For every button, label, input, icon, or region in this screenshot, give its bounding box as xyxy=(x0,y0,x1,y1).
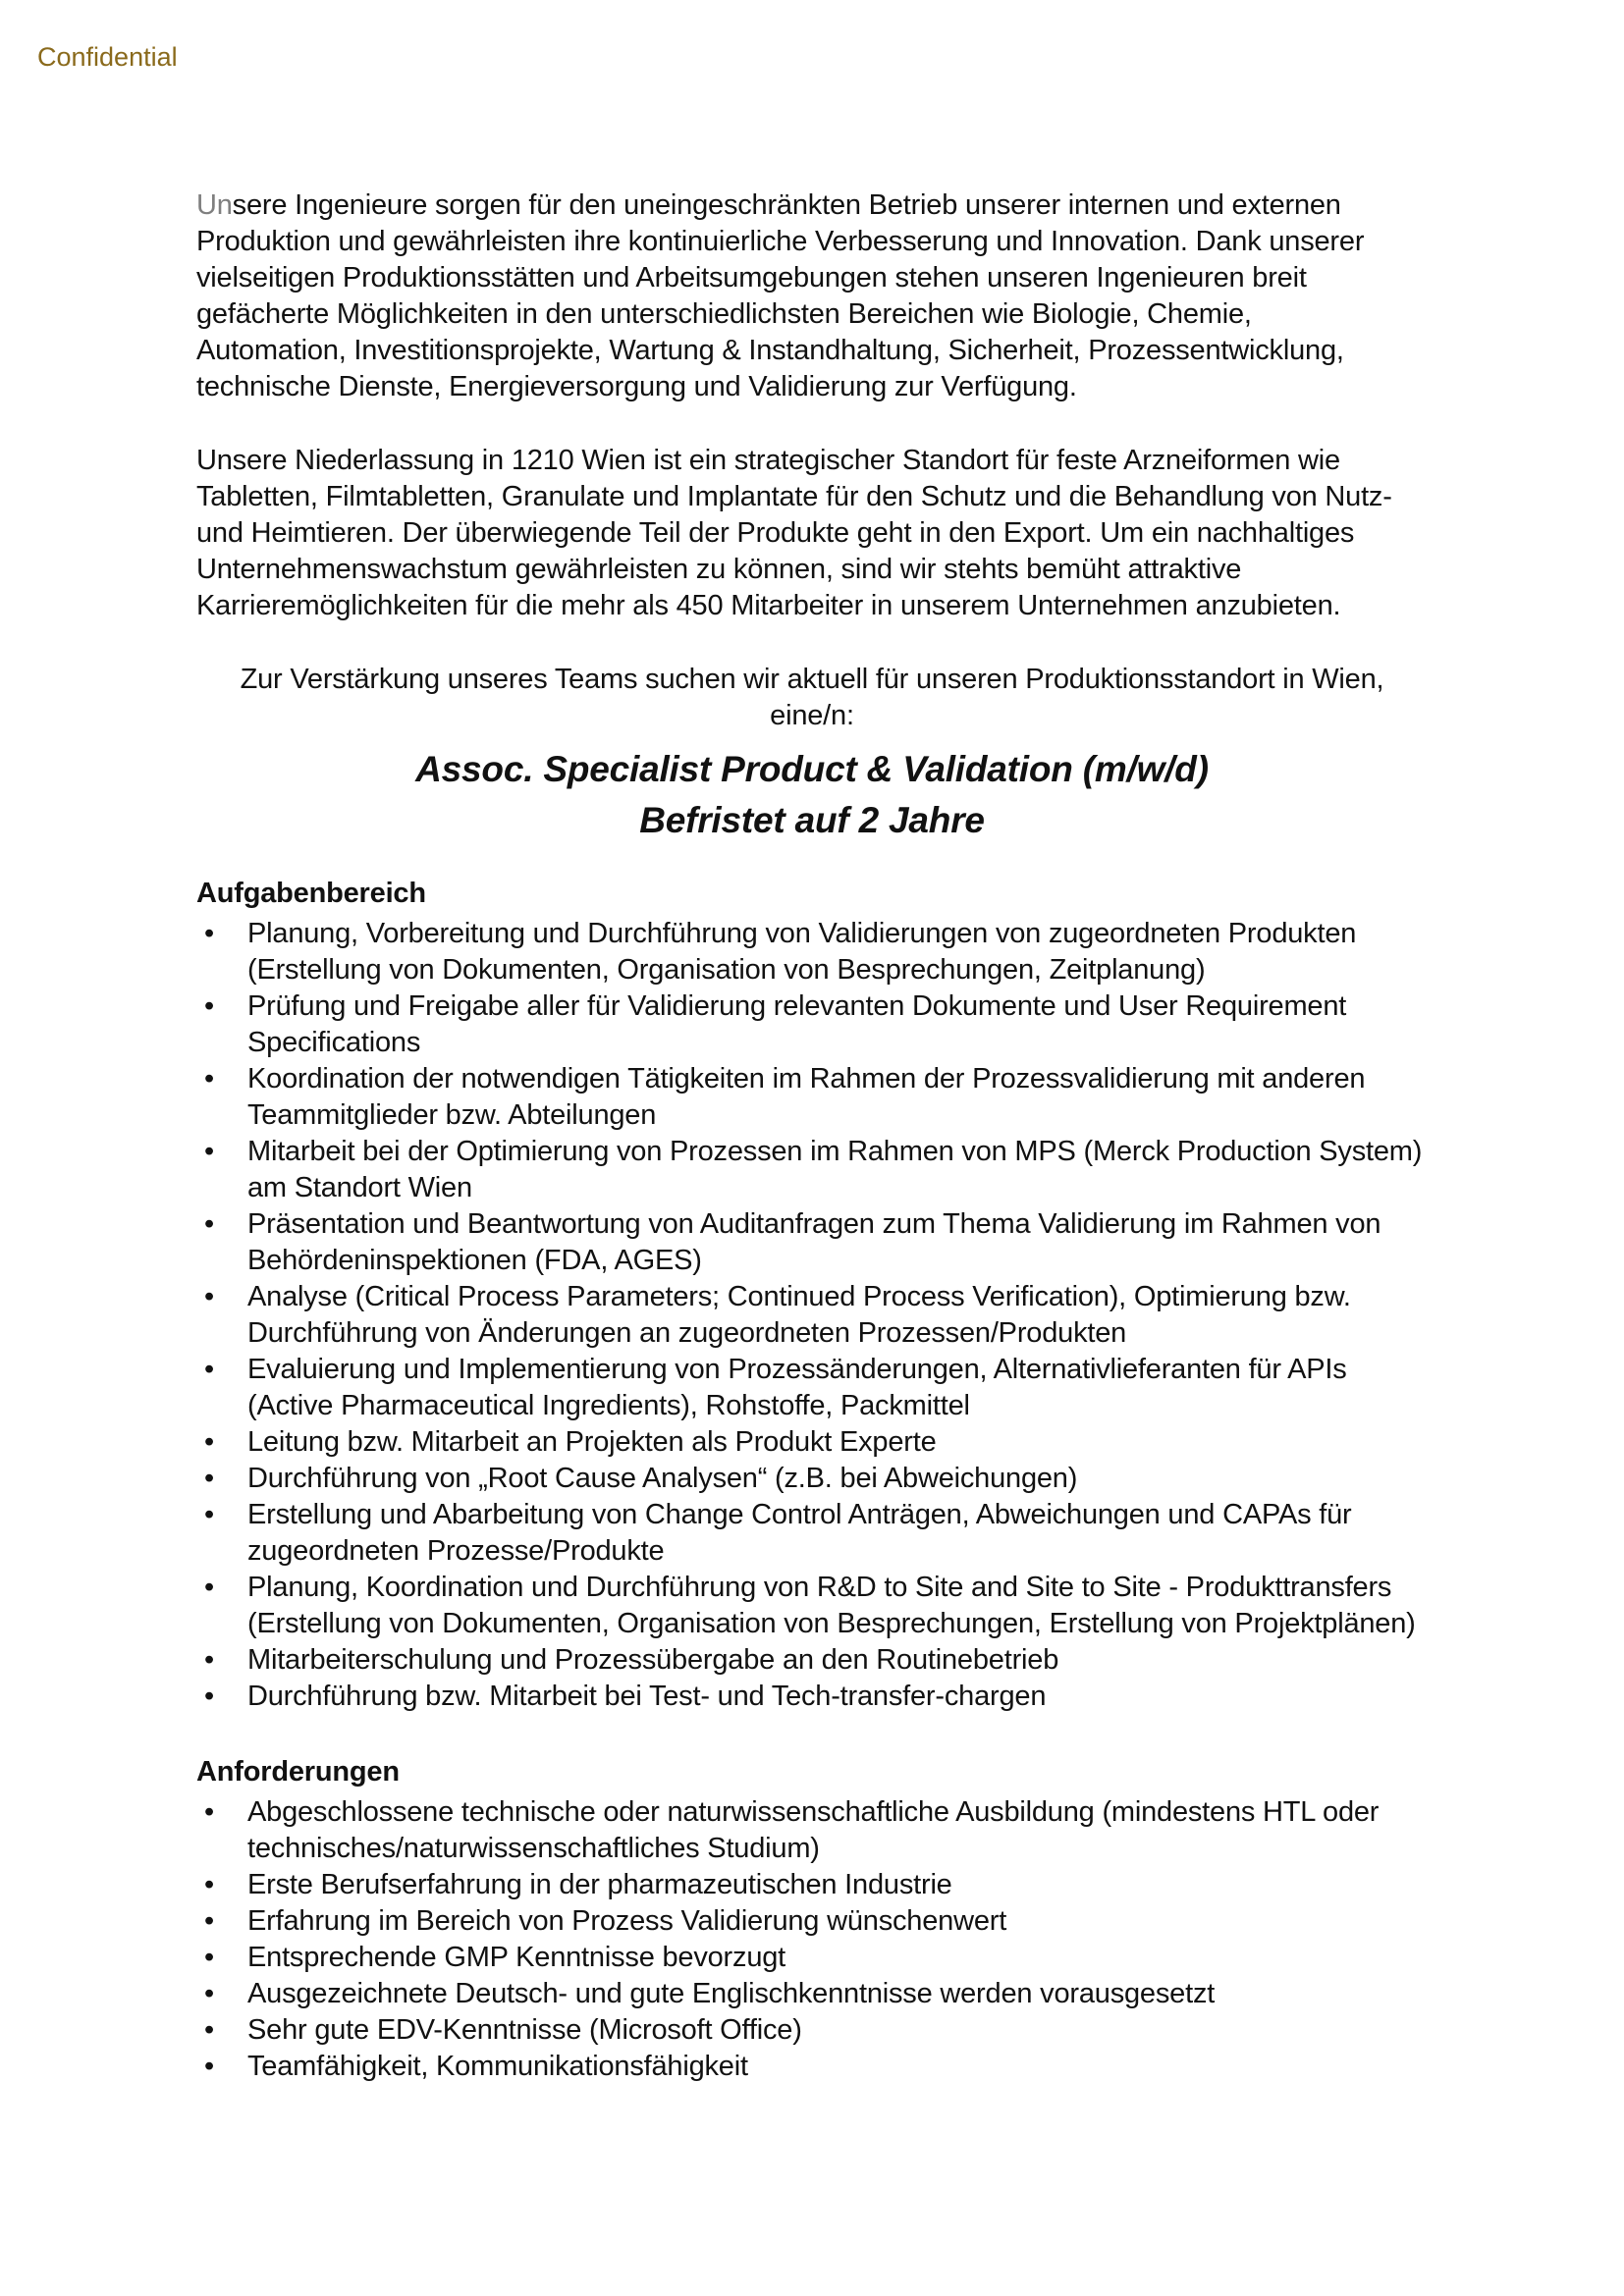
paragraph-line: Unsere Niederlassung in 1210 Wien ist ein strategischer Standort für feste Arzneiformen wie xyxy=(196,445,1340,476)
bullet-icon: • xyxy=(204,918,214,949)
paragraph-line: Karrieremöglichkeiten für die mehr als 450 Mitarbeiter in unserem Unternehmen anzubieten. xyxy=(196,590,1341,621)
paragraph-line: Tabletten, Filmtabletten, Granulate und Implantate für den Schutz und die Behandlung von Nutz- xyxy=(196,481,1392,512)
bullet-icon: • xyxy=(204,2051,214,2082)
bullet-icon: • xyxy=(204,1978,214,2009)
paragraph-line: vielseitigen Produktionsstätten und Arbeitsumgebungen stehen unseren Ingenieuren breit xyxy=(196,262,1307,294)
paragraph-line: Unternehmenswachstum gewährleisten zu können, sind wir stehts bemüht attraktive xyxy=(196,554,1242,585)
bullet-item xyxy=(196,1794,1428,1867)
bullet-line: Abgeschlossene technische oder naturwissenschaftliche Ausbildung (mindestens HTL oder xyxy=(247,1796,1380,1828)
bullet-item xyxy=(196,2049,1428,2085)
bullet-item xyxy=(196,1061,1428,1134)
bullet-item xyxy=(196,1134,1428,1206)
bullet-item xyxy=(196,1424,1428,1461)
bullet-item xyxy=(196,1497,1428,1570)
bullet-item xyxy=(196,1352,1428,1424)
bullet-line: Evaluierung und Implementierung von Prozessänderungen, Alternativlieferanten für APIs xyxy=(247,1354,1347,1385)
bullet-item xyxy=(196,1206,1428,1279)
bullet-line: (Erstellung von Dokumenten, Organisation von Besprechungen, Zeitplanung) xyxy=(247,954,1206,986)
bullet-line: Durchführung bzw. Mitarbeit bei Test- und Tech-transfer-chargen xyxy=(247,1681,1047,1712)
bullet-icon: • xyxy=(204,1281,214,1312)
paragraph-line: gefächerte Möglichkeiten in den unterschiedlichsten Bereichen wie Biologie, Chemie, xyxy=(196,298,1252,330)
bullet-item xyxy=(196,1679,1428,1715)
bullet-item xyxy=(196,1867,1428,1903)
bullet-item xyxy=(196,2012,1428,2049)
bullet-line: Durchführung von Änderungen an zugeordneten Prozessen/Produkten xyxy=(247,1317,1127,1349)
bullet-line: Sehr gute EDV-Kenntnisse (Microsoft Office) xyxy=(247,2014,802,2046)
bullet-icon: • xyxy=(204,1063,214,1095)
section-heading: Anforderungen xyxy=(196,1756,400,1788)
bullet-item xyxy=(196,1279,1428,1352)
bullet-line: Durchführung von „Root Cause Analysen“ (z.B. bei Abweichungen) xyxy=(247,1463,1078,1494)
bullet-item xyxy=(196,1642,1428,1679)
bullet-icon: • xyxy=(204,1499,214,1530)
bullet-icon: • xyxy=(204,1644,214,1676)
bullet-icon: • xyxy=(204,1426,214,1458)
bullet-icon: • xyxy=(204,1942,214,1973)
intro-paragraph-2 xyxy=(196,443,1428,624)
bullet-icon: • xyxy=(204,1869,214,1900)
bullet-item xyxy=(196,1903,1428,1940)
paragraph-line: Automation, Investitionsprojekte, Wartung & Instandhaltung, Sicherheit, Prozessentwicklung, xyxy=(196,335,1344,366)
bullet-item xyxy=(196,1570,1428,1642)
bullet-line: Erste Berufserfahrung in der pharmazeutischen Industrie xyxy=(247,1869,952,1900)
bullet-line: am Standort Wien xyxy=(247,1172,472,1203)
paragraph-line: Produktion und gewährleisten ihre kontinuierliche Verbesserung und Innovation. Dank unserer xyxy=(196,226,1365,257)
bullet-icon: • xyxy=(204,1681,214,1712)
intro-paragraph-1 xyxy=(196,187,1428,405)
bullet-line: (Active Pharmaceutical Ingredients), Rohstoffe, Packmittel xyxy=(247,1390,970,1421)
bullet-icon: • xyxy=(204,1354,214,1385)
bullet-icon: • xyxy=(204,1136,214,1167)
vacancy-subtitle: Befristet auf 2 Jahre xyxy=(639,800,985,840)
bullet-line: Planung, Koordination und Durchführung von R&D to Site and Site to Site - Produkttransfers xyxy=(247,1572,1392,1603)
gray-prefix: Un xyxy=(196,189,233,221)
document-content xyxy=(196,187,1428,2085)
bullet-line: Ausgezeichnete Deutsch- und gute Englischkenntnisse werden vorausgesetzt xyxy=(247,1978,1216,2009)
bullet-icon: • xyxy=(204,1572,214,1603)
bullet-line: Specifications xyxy=(247,1027,421,1058)
paragraph-line: Unsere Ingenieure sorgen für den uneingeschränkten Betrieb unserer internen und externen xyxy=(196,189,1341,221)
bullet-line: Mitarbeit bei der Optimierung von Prozessen im Rahmen von MPS (Merck Production System) xyxy=(247,1136,1423,1167)
bullet-item xyxy=(196,1976,1428,2012)
confidential-watermark: Confidential xyxy=(37,42,178,72)
bullet-line: Teamfähigkeit, Kommunikationsfähigkeit xyxy=(247,2051,748,2082)
bullet-line: Leitung bzw. Mitarbeit an Projekten als Produkt Experte xyxy=(247,1426,937,1458)
bullet-item xyxy=(196,916,1428,988)
bullet-line: technisches/naturwissenschaftliches Studium) xyxy=(247,1833,820,1864)
vacancy-lead-line: Zur Verstärkung unseres Teams suchen wir aktuell für unseren Produktionsstandort in Wien, eine/n: xyxy=(240,664,1384,731)
bullet-list xyxy=(196,916,1428,1715)
bullet-icon: • xyxy=(204,1463,214,1494)
bullet-line: Koordination der notwendigen Tätigkeiten im Rahmen der Prozessvalidierung mit anderen xyxy=(247,1063,1366,1095)
bullet-line: Analyse (Critical Process Parameters; Continued Process Verification), Optimierung bzw. xyxy=(247,1281,1351,1312)
bullet-icon: • xyxy=(204,1905,214,1937)
bullet-line: Behördeninspektionen (FDA, AGES) xyxy=(247,1245,702,1276)
bullet-line: Erstellung und Abarbeitung von Change Control Anträgen, Abweichungen und CAPAs für xyxy=(247,1499,1352,1530)
vacancy-title: Assoc. Specialist Product & Validation (m/w/d) xyxy=(415,749,1209,789)
bullet-line: zugeordneten Prozesse/Produkte xyxy=(247,1535,665,1567)
bullet-line: Teammitglieder bzw. Abteilungen xyxy=(247,1099,657,1131)
bullet-icon: • xyxy=(204,990,214,1022)
bullet-line: Planung, Vorbereitung und Durchführung von Validierungen von zugeordneten Produkten xyxy=(247,918,1357,949)
sections-container xyxy=(196,876,1428,2085)
bullet-item xyxy=(196,988,1428,1061)
bullet-line: Mitarbeiterschulung und Prozessübergabe an den Routinebetrieb xyxy=(247,1644,1059,1676)
paragraph-line: technische Dienste, Energieversorgung und Validierung zur Verfügung. xyxy=(196,371,1077,402)
bullet-item xyxy=(196,1461,1428,1497)
bullet-list xyxy=(196,1794,1428,2085)
bullet-icon: • xyxy=(204,2014,214,2046)
bullet-line: Entsprechende GMP Kenntnisse bevorzugt xyxy=(247,1942,786,1973)
bullet-line: Erfahrung im Bereich von Prozess Validierung wünschenwert xyxy=(247,1905,1007,1937)
bullet-icon: • xyxy=(204,1208,214,1240)
bullet-line: (Erstellung von Dokumenten, Organisation von Besprechungen, Erstellung von Projektplänen) xyxy=(247,1608,1416,1639)
bullet-line: Präsentation und Beantwortung von Auditanfragen zum Thema Validierung im Rahmen von xyxy=(247,1208,1381,1240)
bullet-icon: • xyxy=(204,1796,214,1828)
bullet-item xyxy=(196,1940,1428,1976)
bullet-line: Prüfung und Freigabe aller für Validierung relevanten Dokumente und User Requirement xyxy=(247,990,1347,1022)
section-heading: Aufgabenbereich xyxy=(196,878,426,909)
paragraph-line: und Heimtieren. Der überwiegende Teil der Produkte geht in den Export. Um ein nachhaltiges xyxy=(196,517,1355,549)
